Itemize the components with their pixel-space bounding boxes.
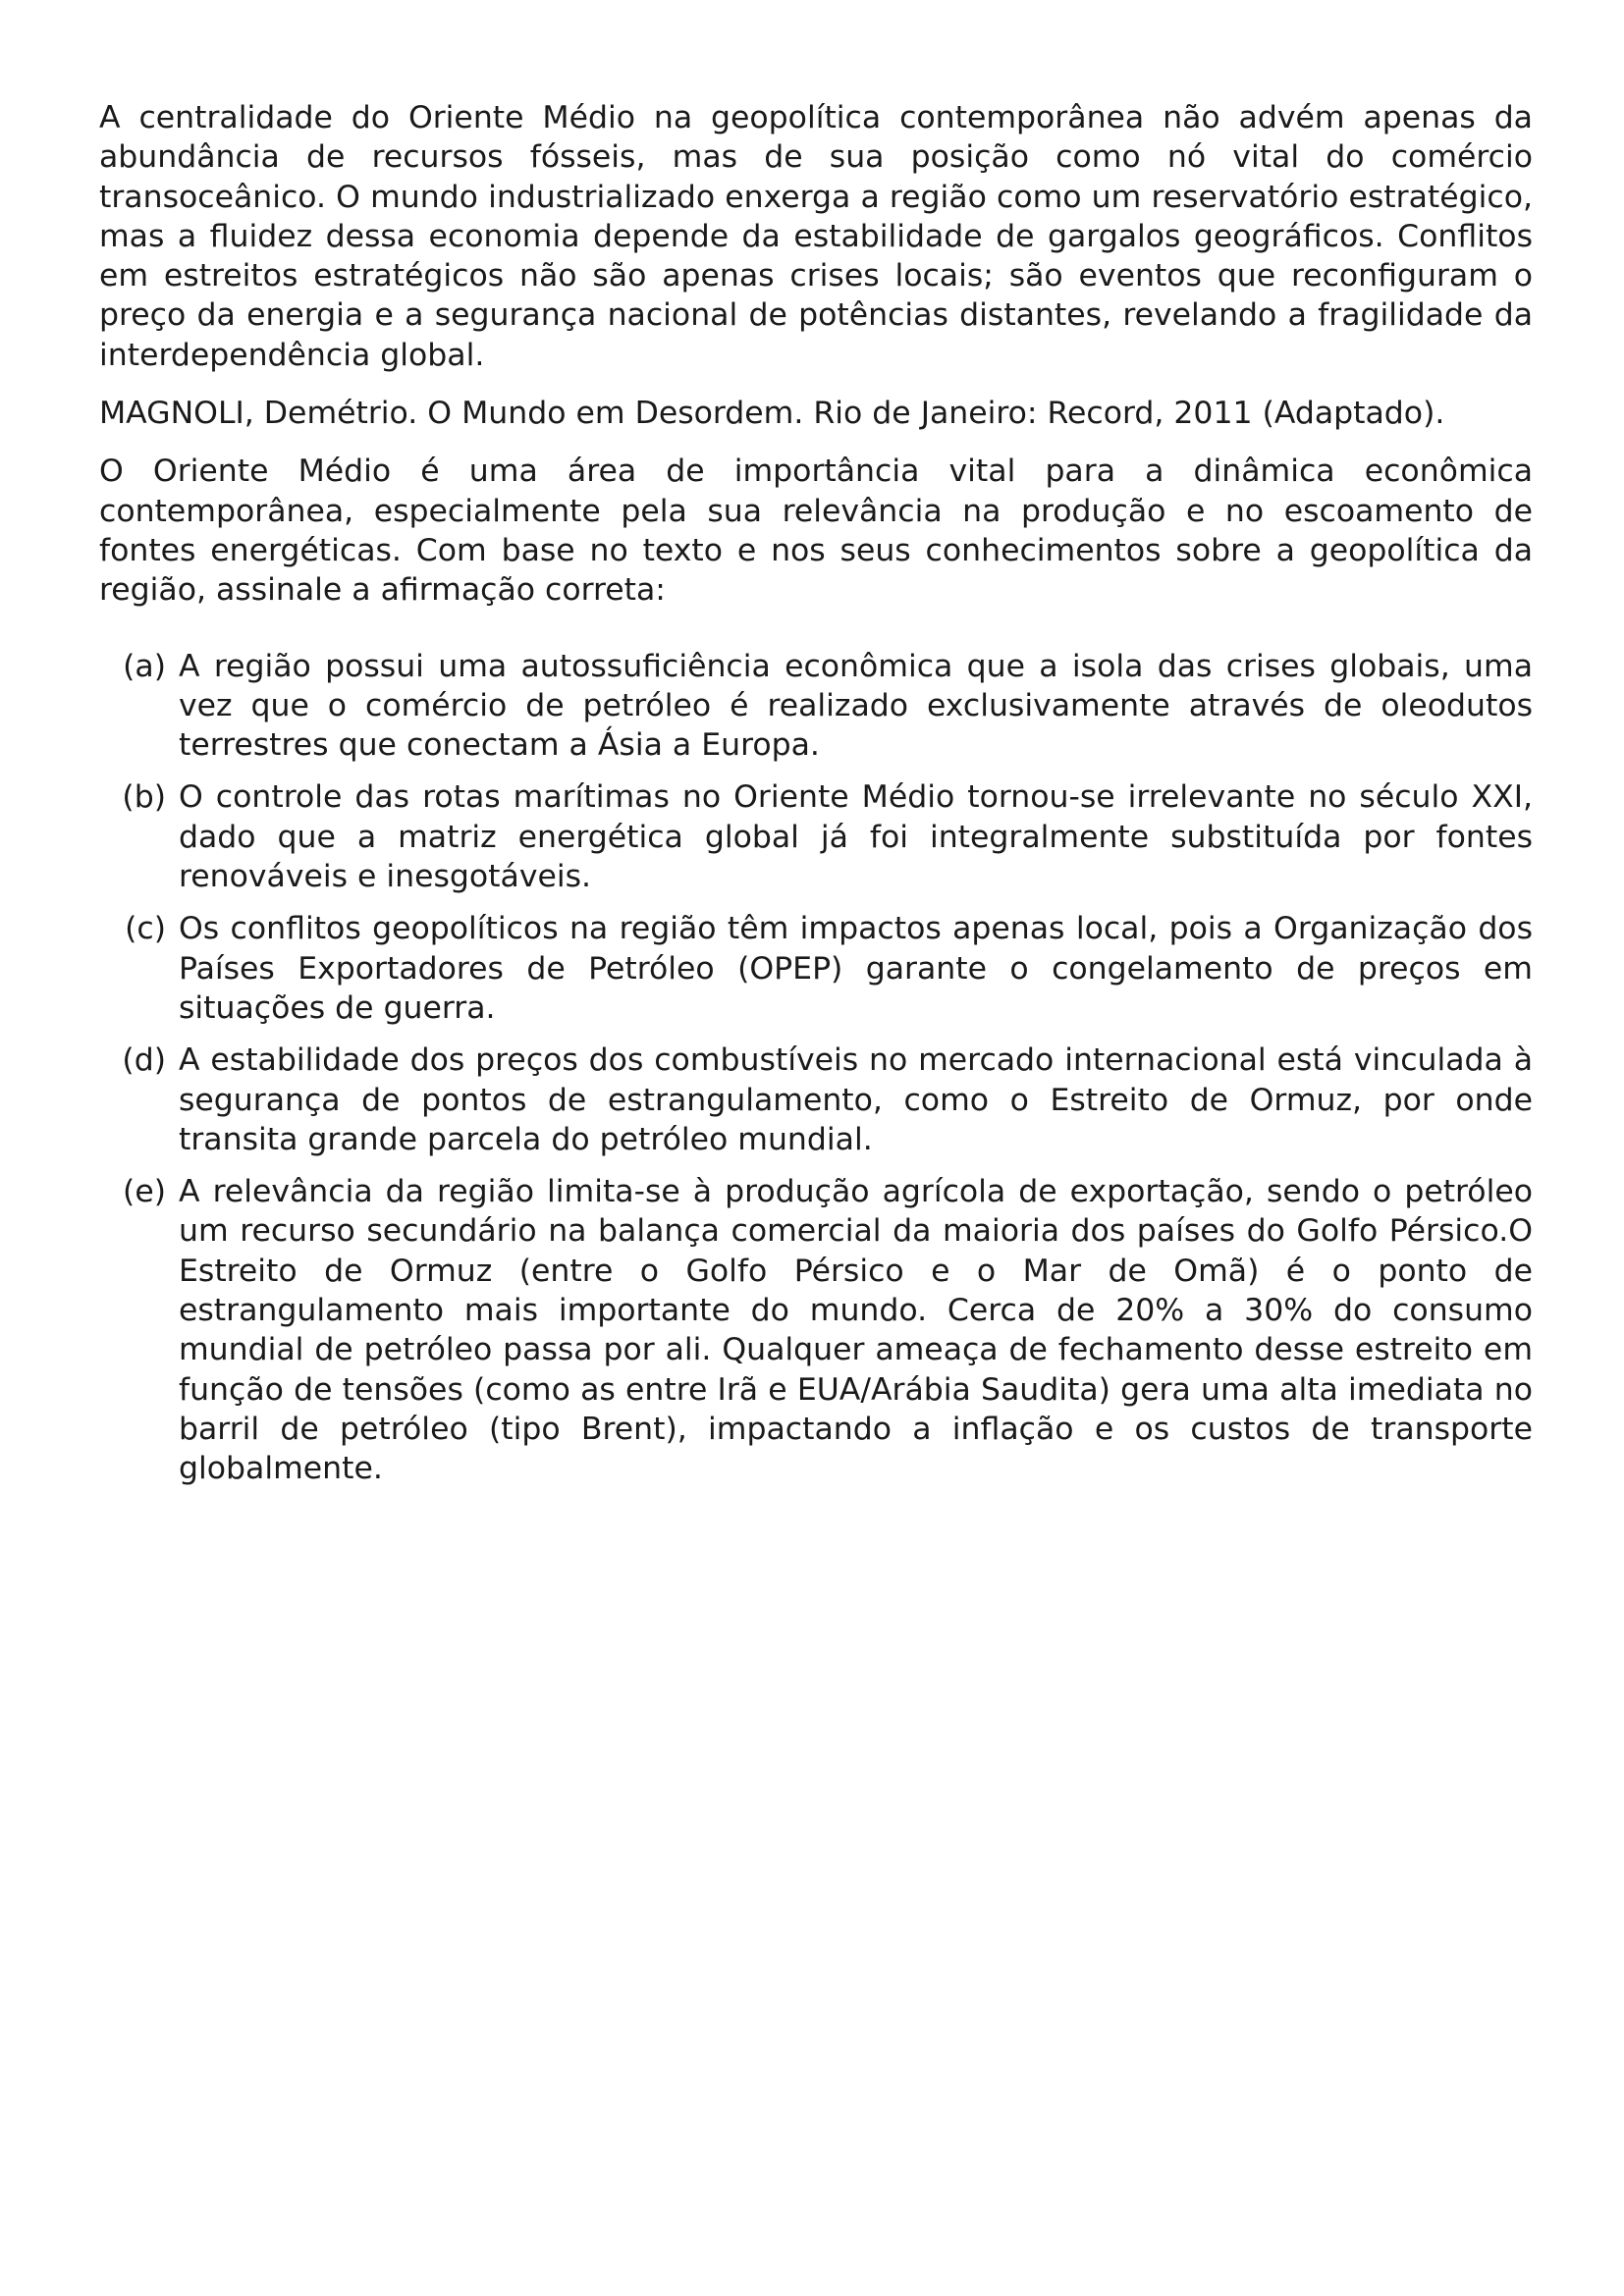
option-text: A região possui uma autossuficiência econômica que a isola das crises globais, uma vez que o comércio de petróleo é realizado exclusivamente através de oleodutos terrestres que conectam a Ásia a Europa.	[179, 648, 1533, 764]
question-prompt: O Oriente Médio é uma área de importância vital para a dinâmica econômica contemporânea, especialmente pela sua relevância na produção e no escoamento de fontes energéticas. Com base no texto e nos seus conhecimentos sobre a geopolítica da região, assinale a afirmação correta:	[99, 454, 1533, 609]
option-text: Os conflitos geopolíticos na região têm impactos apenas local, pois a Organização dos Países Exportadores de Petróleo (OPEP) garante o congelamento de preços em situações de guerra.	[179, 911, 1533, 1026]
answer-option-c[interactable]	[99, 909, 1533, 1028]
option-letter: (a)	[123, 648, 166, 684]
option-text: O controle das rotas marítimas no Oriente Médio tornou-se irrelevante no século XXI, dado que a matriz energética global já foi integralmente substituída por fontes renováveis e inesgotáveis.	[179, 779, 1533, 895]
answer-option-d[interactable]	[99, 1041, 1533, 1159]
option-letter: (b)	[122, 779, 166, 816]
option-text: A relevância da região limita-se à produção agrícola de exportação, sendo o petróleo um recurso secundário na balança comercial da maioria dos países do Golfo Pérsico.O Estreito de Ormuz (entre o Golfo Pérsico e o Mar de Omã) é o ponto de estrangulamento mais importante do mundo. Cerca de 20% a 30% do consumo mundial de petróleo passa por ali. Qualquer ameaça de fechamento desse estreito em função de tensões (como as entre Irã e EUA/Arábia Saudita) gera uma alta imediata no barril de petróleo (tipo Brent), impactando a inflação e os custos de transporte globalmente.	[179, 1174, 1533, 1487]
answer-option-a[interactable]	[99, 647, 1533, 766]
answer-option-e[interactable]	[99, 1172, 1533, 1488]
option-letter: (e)	[123, 1174, 166, 1210]
answer-option-b[interactable]	[99, 777, 1533, 896]
option-letter: (c)	[125, 911, 166, 947]
option-text: A estabilidade dos preços dos combustíveis no mercado internacional está vinculada à segurança de pontos de estrangulamento, como o Estreito de Ormuz, por onde transita grande parcela do petróleo mundial.	[179, 1042, 1533, 1157]
option-letter: (d)	[122, 1042, 166, 1079]
answer-options-list	[99, 647, 1533, 1489]
document-page	[99, 98, 1533, 1502]
citation-text: MAGNOLI, Demétrio. O Mundo em Desordem. Rio de Janeiro: Record, 2011 (Adaptado).	[99, 396, 1445, 432]
passage-text: A centralidade do Oriente Médio na geopolítica contemporânea não advém apenas da abundância de recursos fósseis, mas de sua posição como nó vital do comércio transoceânico. O mundo industrializado enxerga a região como um reservatório estratégico, mas a fluidez dessa economia depende da estabilidade de gargalos geográficos. Conflitos em estreitos estratégicos não são apenas crises locais; são eventos que reconfiguram o preço da energia e a segurança nacional de potências distantes, revelando a fragilidade da interdependência global.	[99, 100, 1533, 373]
